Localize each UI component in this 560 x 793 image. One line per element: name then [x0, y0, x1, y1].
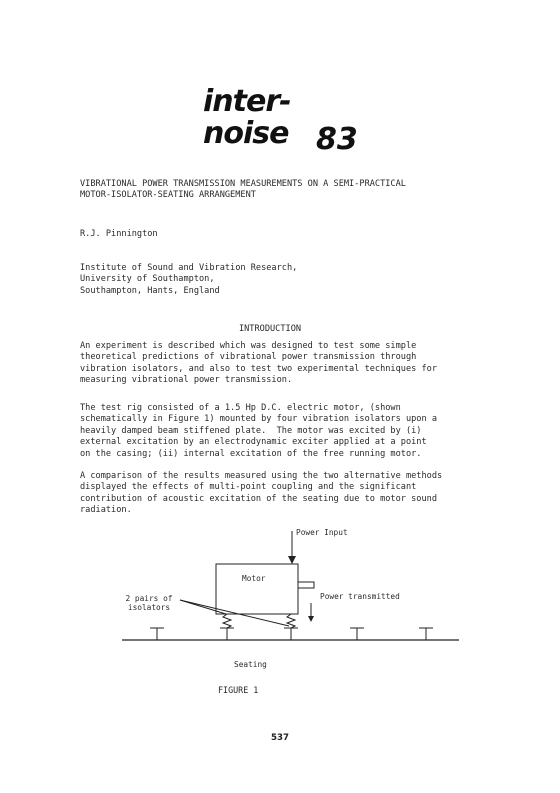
- paragraph-line: measuring vibrational power transmission.: [80, 375, 293, 386]
- label-power-transmitted: Power transmitted: [320, 592, 400, 601]
- paragraph-line: An experiment is described which was designed to test some simple: [80, 341, 417, 351]
- stiffener: [150, 628, 164, 640]
- label-seating: Seating: [234, 660, 267, 669]
- affiliation-line-3: Southampton, Hants, England: [80, 285, 220, 296]
- conference-logo: inter-noise: [203, 84, 291, 151]
- leader-line: [180, 600, 289, 626]
- paragraph-line: theoretical predictions of vibrational power transmission through: [80, 352, 417, 363]
- paragraph-line: A comparison of the results measured using the two alternative methods: [80, 471, 443, 481]
- stiffener: [350, 628, 364, 640]
- stiffener: [220, 628, 234, 640]
- paragraph-line: The test rig consisted of a 1.5 Hp D.C. electric motor, (shown: [80, 403, 401, 413]
- power-input-arrowhead: [288, 556, 296, 564]
- motor-body: [216, 564, 298, 614]
- label-isolators-line-2: isolators: [127, 603, 171, 612]
- paragraph-line: vibration isolators, and also to test two experimental techniques for: [80, 363, 437, 374]
- label-motor: Motor: [242, 574, 266, 583]
- affiliation-line-1: Institute of Sound and Vibration Research,: [80, 263, 298, 273]
- power-transmitted-arrowhead: [308, 616, 314, 622]
- stiffener: [284, 628, 298, 640]
- motor-shaft: [298, 582, 314, 588]
- page-number: 537: [271, 733, 289, 743]
- paragraph-line: external excitation by an electrodynamic exciter applied at a point: [80, 437, 427, 448]
- section-heading: INTRODUCTION: [238, 324, 302, 334]
- title-line-1: VIBRATIONAL POWER TRANSMISSION MEASUREMENTS ON A SEMI-PRACTICAL: [80, 179, 406, 189]
- paragraph-line: on the casing; (ii) internal excitation of the free running motor.: [80, 448, 422, 459]
- label-power-input: Power Input: [296, 528, 348, 537]
- conference-logo-year: 83: [316, 122, 358, 157]
- paragraph-line: schematically in Figure 1) mounted by four vibration isolators upon a: [80, 414, 437, 425]
- author-name: R.J. Pinnington: [80, 229, 158, 239]
- label-isolators: [124, 594, 174, 612]
- title-line-2: MOTOR-ISOLATOR-SEATING ARRANGEMENT: [80, 190, 256, 201]
- isolator-right: [284, 614, 298, 628]
- paragraph-line: radiation.: [80, 505, 132, 516]
- label-isolators-line-1: 2 pairs of: [125, 594, 173, 603]
- paragraph-line: contribution of acoustic excitation of the seating due to motor sound: [80, 493, 437, 504]
- paragraph-line: displayed the effects of multi-point coupling and the significant: [80, 482, 417, 493]
- affiliation-line-2: University of Southampton,: [80, 274, 215, 285]
- isolator-left: [220, 614, 234, 628]
- stiffener: [419, 628, 433, 640]
- figure-caption: FIGURE 1: [218, 685, 259, 695]
- paragraph-line: heavily damped beam stiffened plate. The motor was excited by (i): [80, 425, 422, 436]
